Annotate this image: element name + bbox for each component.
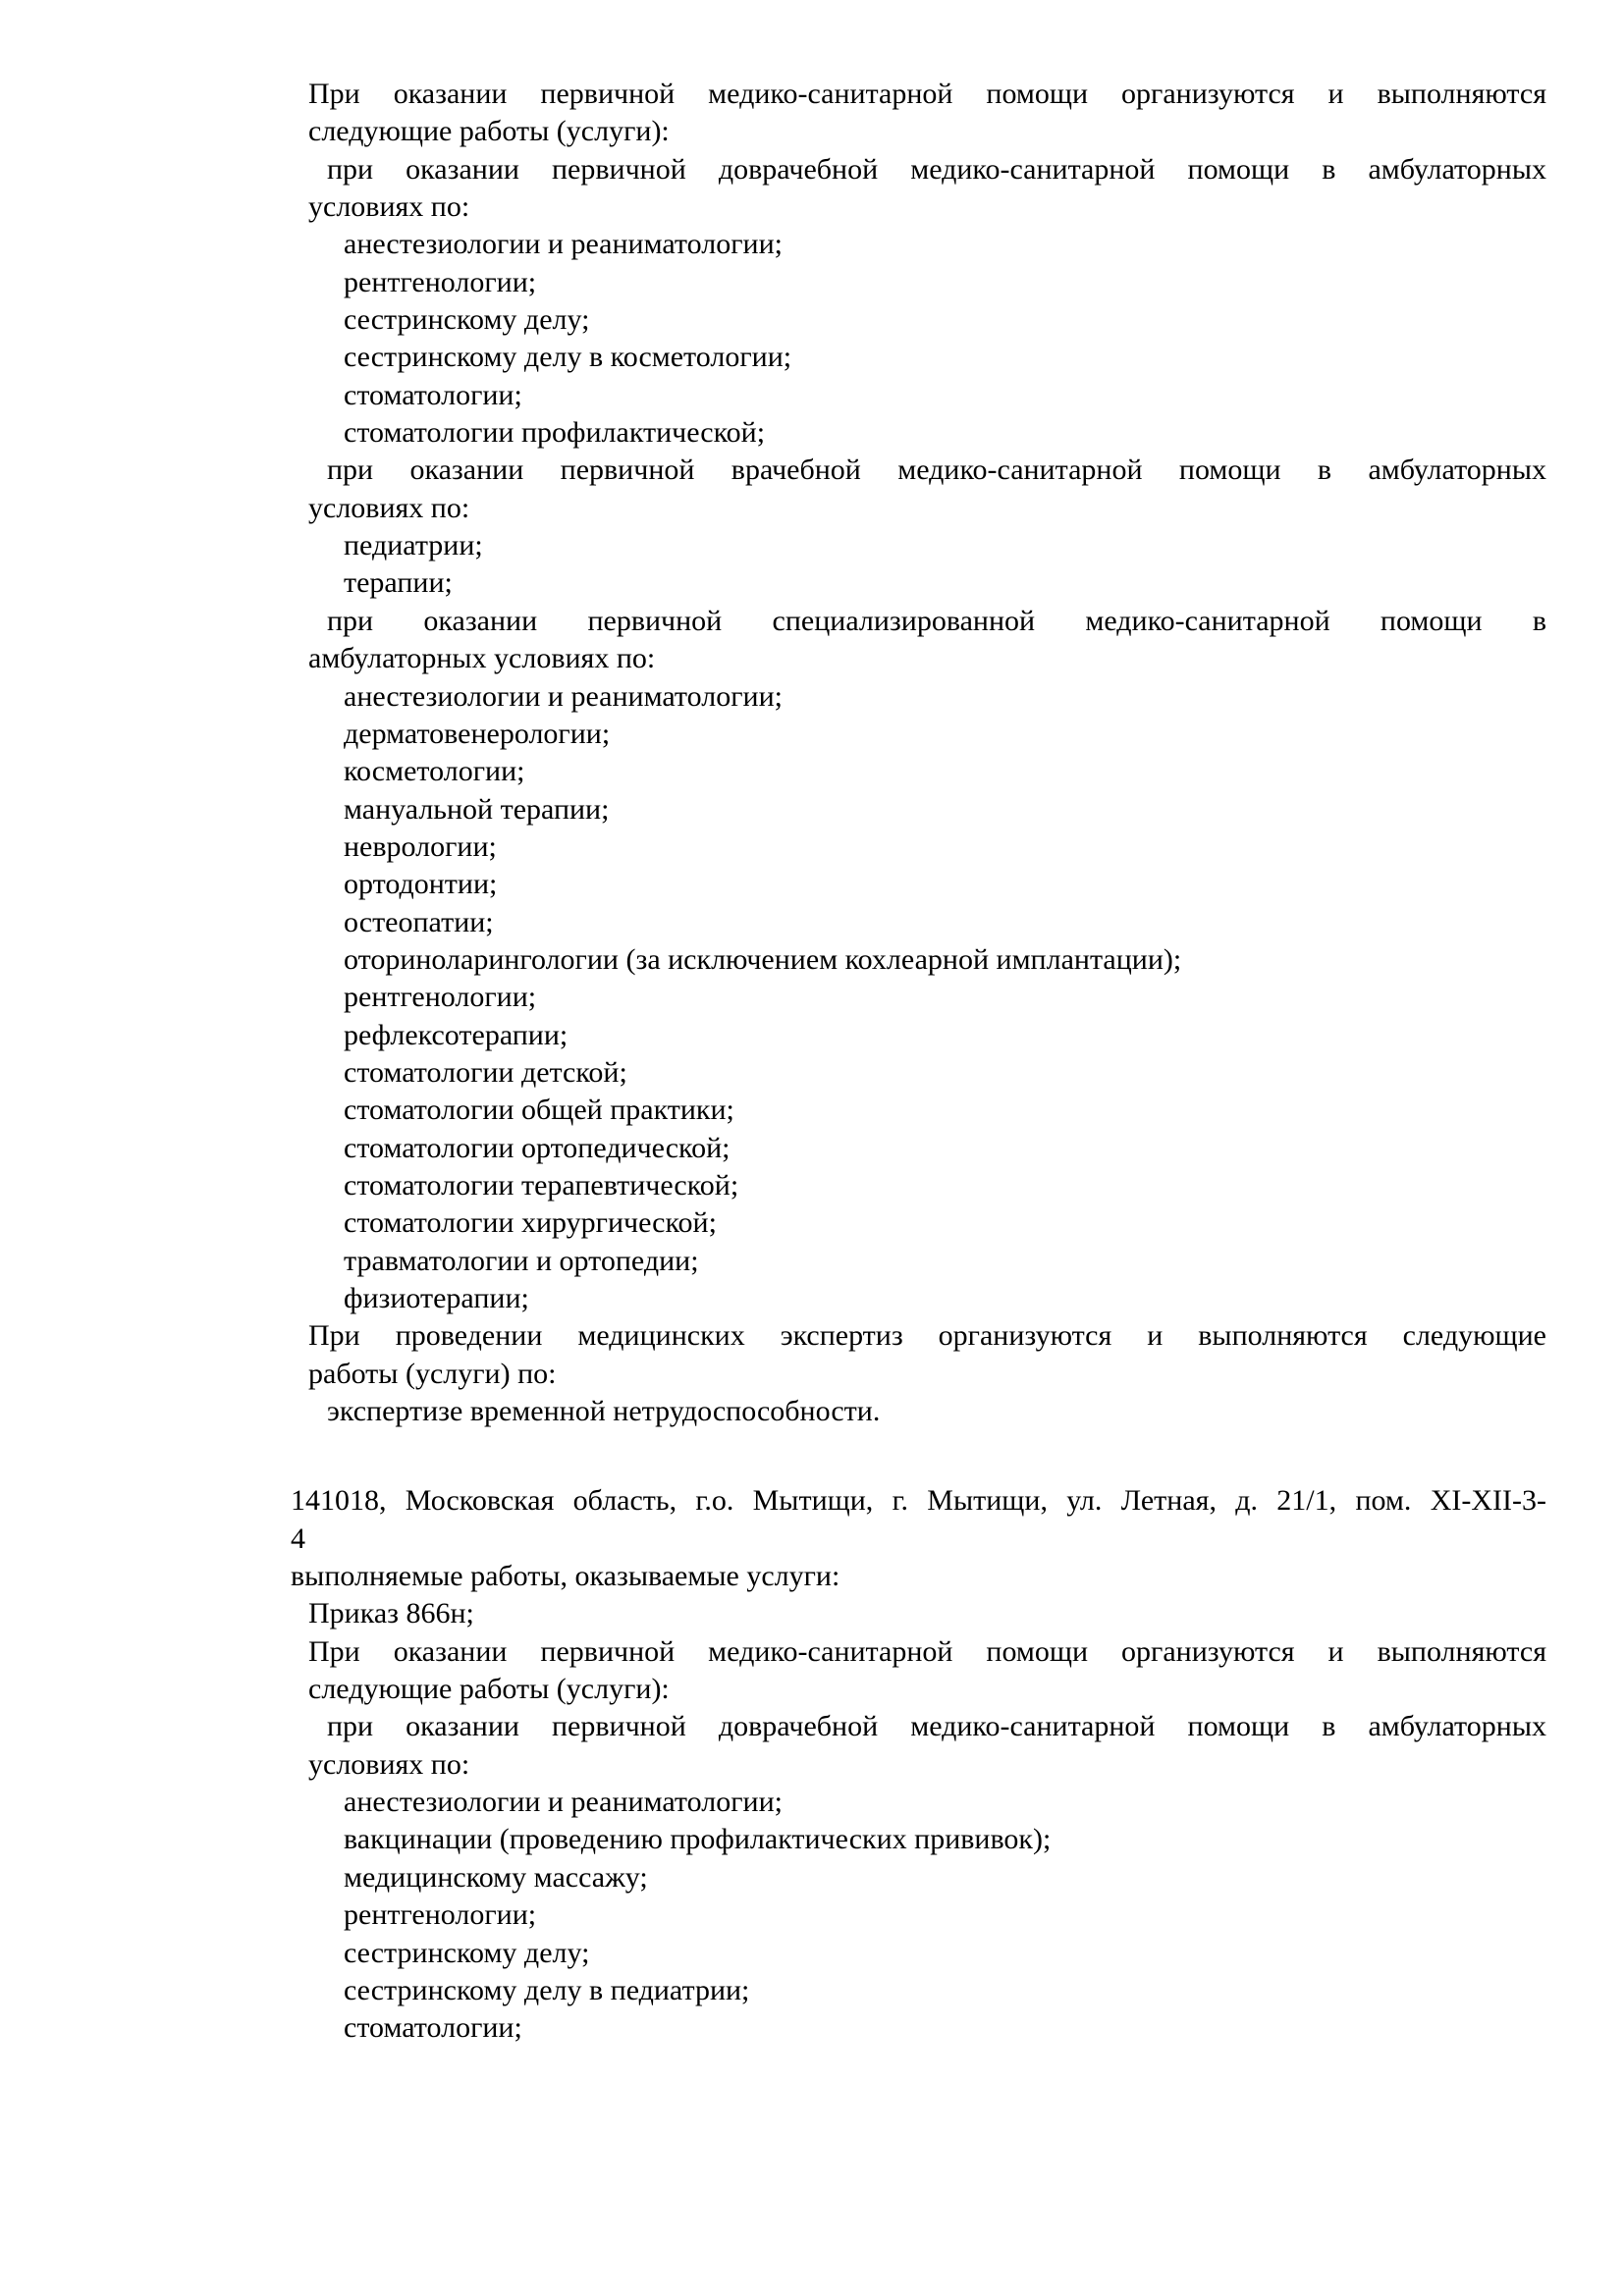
text-line: косметологии; bbox=[344, 755, 525, 788]
text-line: ортодонтии; bbox=[344, 868, 498, 901]
text-line: рентгенологии; bbox=[344, 265, 537, 298]
text-line: стоматологии хирургической; bbox=[344, 1206, 717, 1240]
text-line: дерматовенерологии; bbox=[344, 717, 611, 750]
text-line: стоматологии; bbox=[344, 378, 522, 411]
text-line: условиях по: bbox=[308, 491, 470, 524]
text-line: условиях по: bbox=[308, 1747, 470, 1781]
text-line: остеопатии; bbox=[344, 905, 494, 938]
text-line: работы (услуги) по: bbox=[308, 1357, 557, 1390]
text-line: амбулаторных условиях по: bbox=[308, 642, 656, 675]
text-line: сестринскому делу в косметологии; bbox=[344, 341, 792, 374]
text-line: оториноларингологии (за исключением кохлеарной имплантации); bbox=[344, 942, 1182, 976]
text-line: следующие работы (услуги): bbox=[308, 115, 670, 148]
text-line: стоматологии терапевтической; bbox=[344, 1168, 739, 1201]
license-document-text bbox=[291, 76, 1546, 2048]
text-line: 141018, Московская область, г.о. Мытищи, г. Мытищи, ул. Летная, д. 21/1, пом. XI-XII-3- bbox=[291, 1484, 1546, 1518]
blank-line bbox=[291, 1430, 1546, 1482]
text-line: неврологии; bbox=[344, 829, 497, 863]
text-line: терапии; bbox=[344, 566, 453, 600]
text-line: физиотерапии; bbox=[344, 1282, 529, 1314]
text-line: при оказании первичной специализированной медико-санитарной помощи в bbox=[327, 604, 1546, 637]
text-line: при оказании первичной доврачебной медико-санитарной помощи в амбулаторных bbox=[327, 152, 1546, 186]
text-line: При проведении медицинских экспертиз организуются и выполняются следующие bbox=[308, 1319, 1546, 1353]
text-line: сестринскому делу; bbox=[344, 1936, 590, 1969]
text-line: стоматологии общей практики; bbox=[344, 1094, 734, 1127]
text-line: анестезиологии и реаниматологии; bbox=[344, 228, 783, 261]
text-line: Приказ 866н; bbox=[308, 1597, 474, 1630]
text-line: стоматологии детской; bbox=[344, 1055, 627, 1089]
text-line: При оказании первичной медико-санитарной помощи организуются и выполняются bbox=[308, 78, 1546, 110]
text-line: при оказании первичной врачебной медико-санитарной помощи в амбулаторных bbox=[327, 454, 1546, 487]
text-line: анестезиологии и реаниматологии; bbox=[344, 1786, 783, 1819]
text-line: стоматологии; bbox=[344, 2011, 522, 2045]
text-line: рентгенологии; bbox=[344, 1898, 537, 1932]
text-line: анестезиологии и реаниматологии; bbox=[344, 679, 783, 713]
text-line: 4 bbox=[291, 1522, 305, 1555]
text-line: экспертизе временной нетрудоспособности. bbox=[327, 1395, 881, 1428]
text-line: следующие работы (услуги): bbox=[308, 1673, 670, 1706]
text-line: стоматологии ортопедической; bbox=[344, 1131, 731, 1164]
text-line: рефлексотерапии; bbox=[344, 1018, 568, 1051]
text-line: рентгенологии; bbox=[344, 981, 537, 1014]
text-line: мануальной терапии; bbox=[344, 792, 610, 826]
text-line: сестринскому делу; bbox=[344, 303, 590, 337]
text-line: условиях по: bbox=[308, 190, 470, 224]
text-line: педиатрии; bbox=[344, 529, 483, 562]
text-line: сестринскому делу в педиатрии; bbox=[344, 1973, 750, 2006]
text-line: стоматологии профилактической; bbox=[344, 416, 766, 450]
text-line: При оказании первичной медико-санитарной помощи организуются и выполняются bbox=[308, 1634, 1546, 1668]
text-line: травматологии и ортопедии; bbox=[344, 1244, 699, 1277]
text-line: выполняемые работы, оказываемые услуги: bbox=[291, 1560, 840, 1593]
text-line: вакцинации (проведению профилактических прививок); bbox=[344, 1823, 1052, 1856]
text-line: медицинскому массажу; bbox=[344, 1860, 648, 1894]
text-line: при оказании первичной доврачебной медико-санитарной помощи в амбулаторных bbox=[327, 1710, 1546, 1743]
